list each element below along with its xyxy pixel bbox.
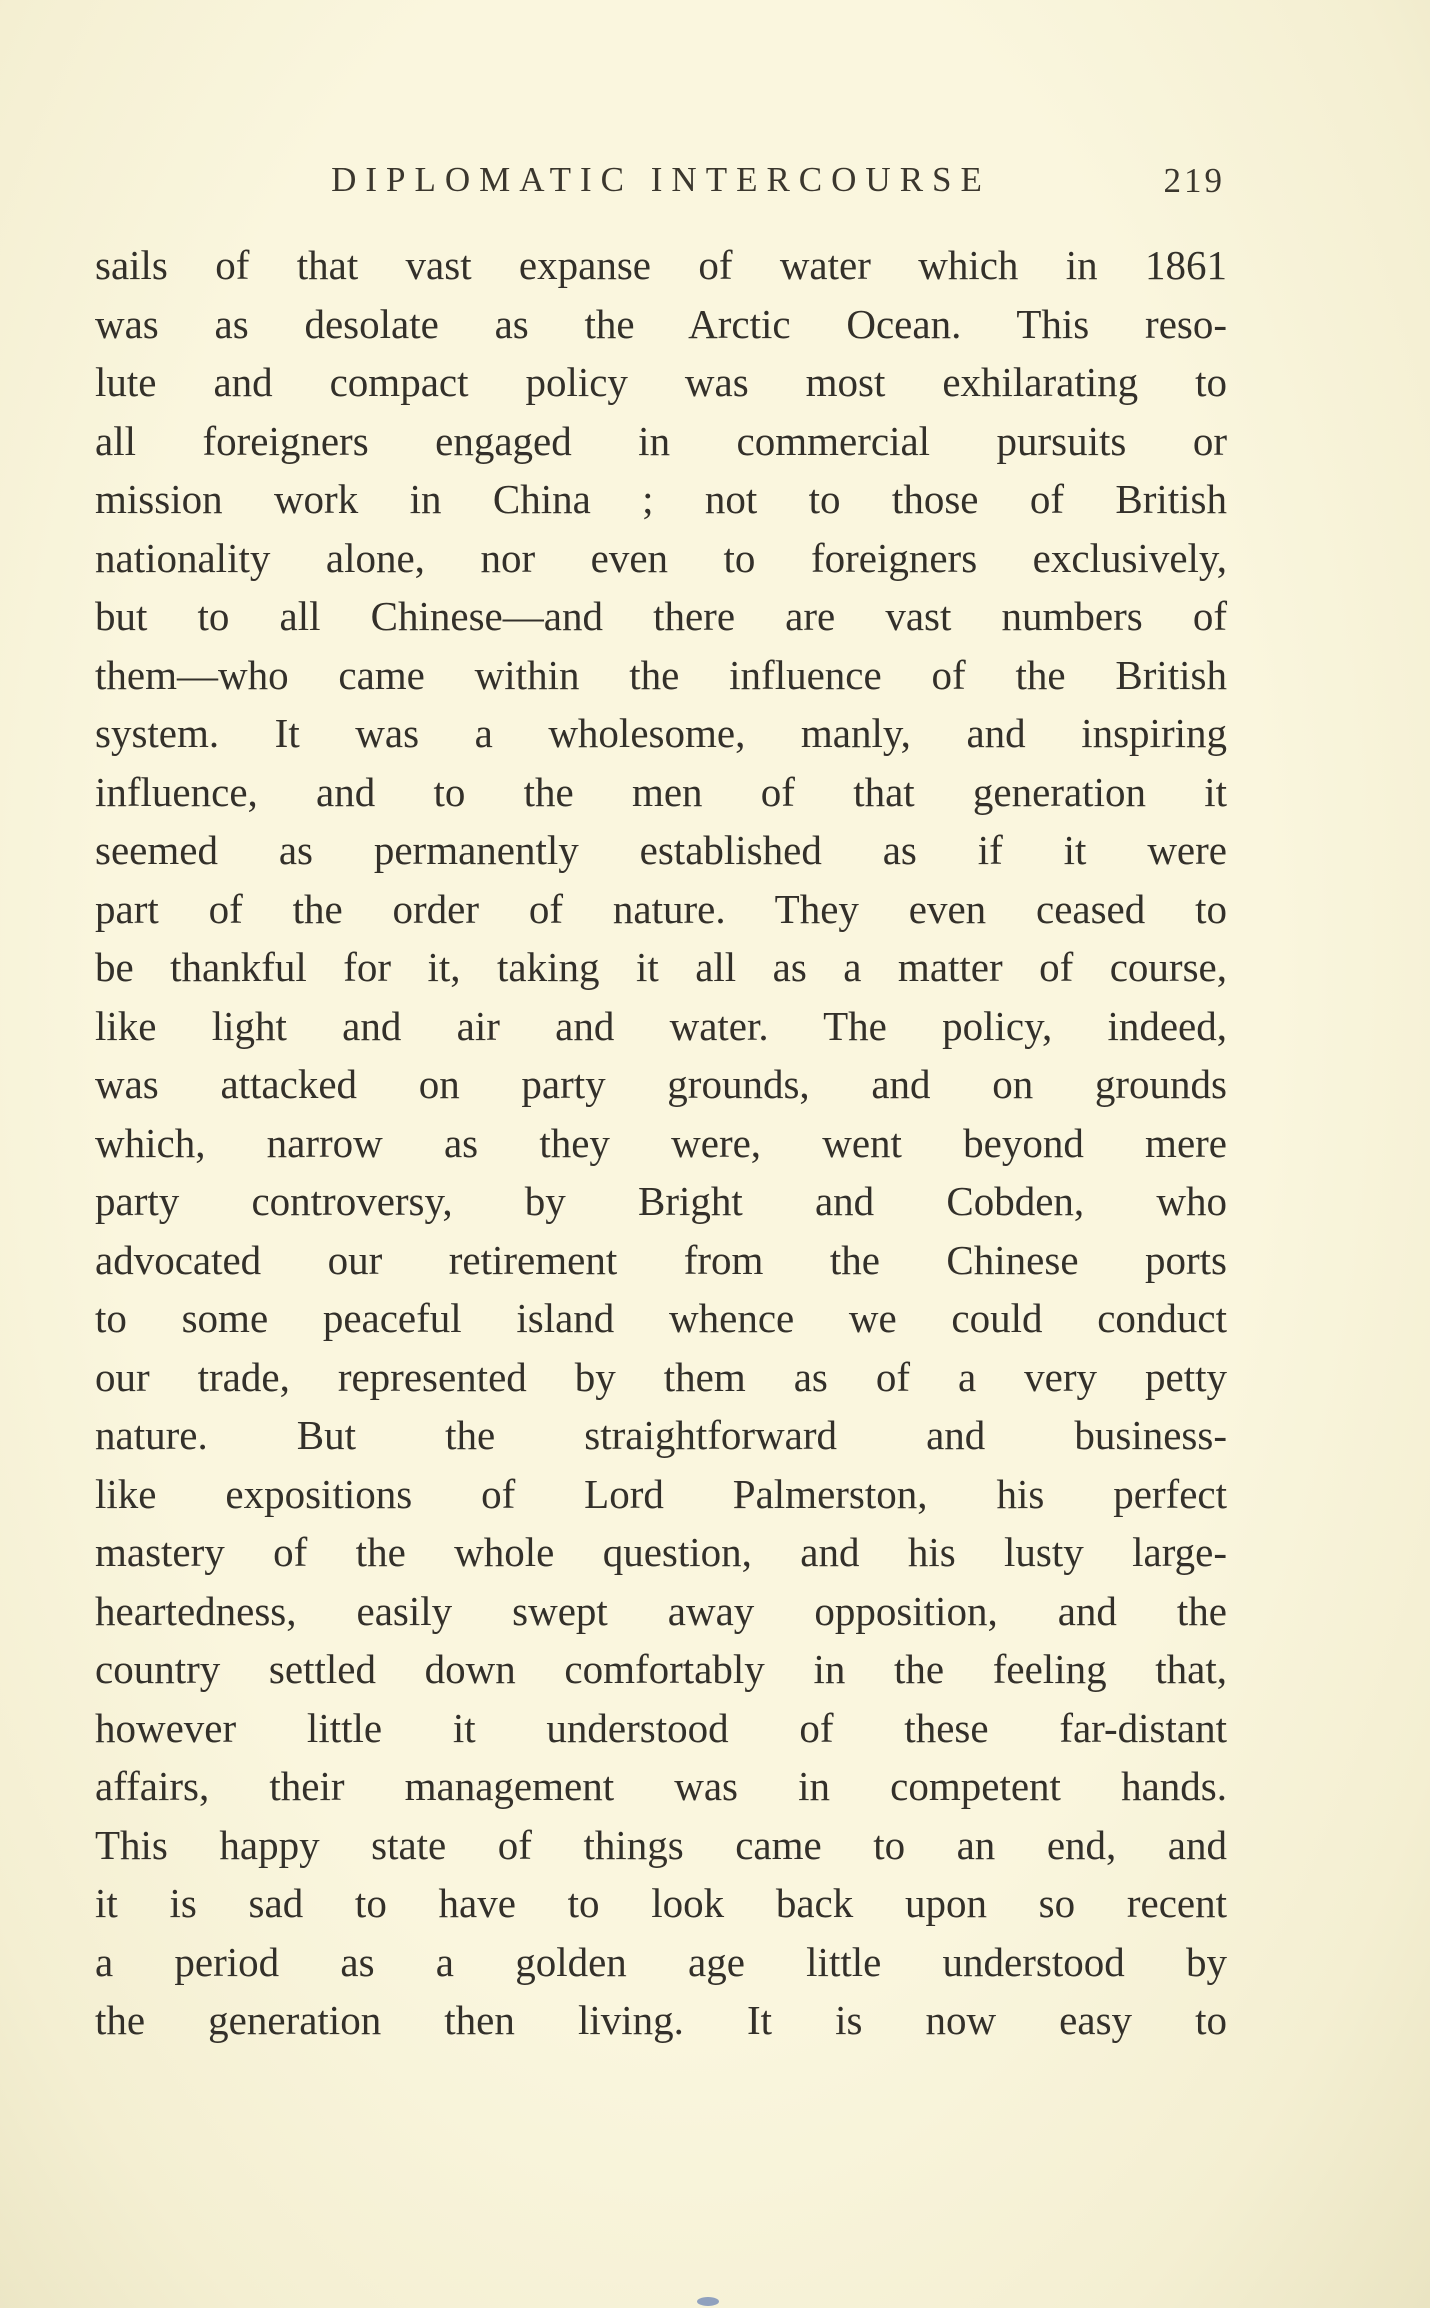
text-line: lute and compact policy was most exhilarating to — [95, 359, 1227, 405]
text-line: mission work in China ; not to those of British — [95, 476, 1227, 522]
text-line: our trade, represented by them as of a very petty — [95, 1353, 1227, 1400]
body-text — [95, 236, 1227, 2050]
text-line: which, narrow as they were, went beyond mere — [95, 1119, 1227, 1166]
text-line: to some peaceful island whence we could conduct — [95, 1295, 1227, 1341]
text-line: all foreigners engaged in commercial pursuits or — [95, 417, 1227, 464]
text-line: however little it understood of these far-distant — [95, 1704, 1227, 1751]
text-line: nationality alone, nor even to foreigners exclusively, — [95, 534, 1227, 581]
running-title: DIPLOMATIC INTERCOURSE — [331, 160, 991, 199]
text-line: it is sad to have to look back upon so recent — [95, 1880, 1227, 1926]
text-line: system. It was a wholesome, manly, and inspiring — [95, 710, 1227, 756]
text-line: sails of that vast expanse of water which in 1861 — [95, 242, 1227, 288]
page-header — [95, 160, 1227, 210]
text-line: a period as a golden age little understood by — [95, 1938, 1227, 1985]
text-line: nature. But the straightforward and business- — [95, 1412, 1227, 1458]
text-line: them—who came within the influence of the British — [95, 651, 1227, 698]
text-line: was as desolate as the Arctic Ocean. This reso- — [95, 300, 1227, 347]
text-line: seemed as permanently established as if it were — [95, 827, 1227, 873]
text-line: like light and air and water. The policy, indeed, — [95, 1002, 1227, 1049]
text-line: advocated our retirement from the Chinese ports — [95, 1236, 1227, 1283]
text-line: was attacked on party grounds, and on grounds — [95, 1061, 1227, 1107]
text-line: This happy state of things came to an end, and — [95, 1821, 1227, 1868]
text-line: be thankful for it, taking it all as a matter of course, — [95, 944, 1227, 990]
text-line: mastery of the whole question, and his lusty large- — [95, 1529, 1227, 1575]
text-line: affairs, their management was in competent hands. — [95, 1763, 1227, 1809]
text-line: but to all Chinese—and there are vast numbers of — [95, 593, 1227, 639]
text-line: the generation then living. It is now easy to — [95, 1997, 1227, 2043]
text-line: party controversy, by Bright and Cobden, who — [95, 1178, 1227, 1224]
page-number: 219 — [1163, 161, 1225, 200]
text-line: part of the order of nature. They even ceased to — [95, 885, 1227, 932]
ink-speck — [697, 2297, 719, 2306]
text-line: like expositions of Lord Palmerston, his perfect — [95, 1470, 1227, 1517]
text-line: heartedness, easily swept away opposition, and the — [95, 1587, 1227, 1634]
text-line: country settled down comfortably in the feeling that, — [95, 1646, 1227, 1692]
text-line: influence, and to the men of that generation it — [95, 768, 1227, 815]
